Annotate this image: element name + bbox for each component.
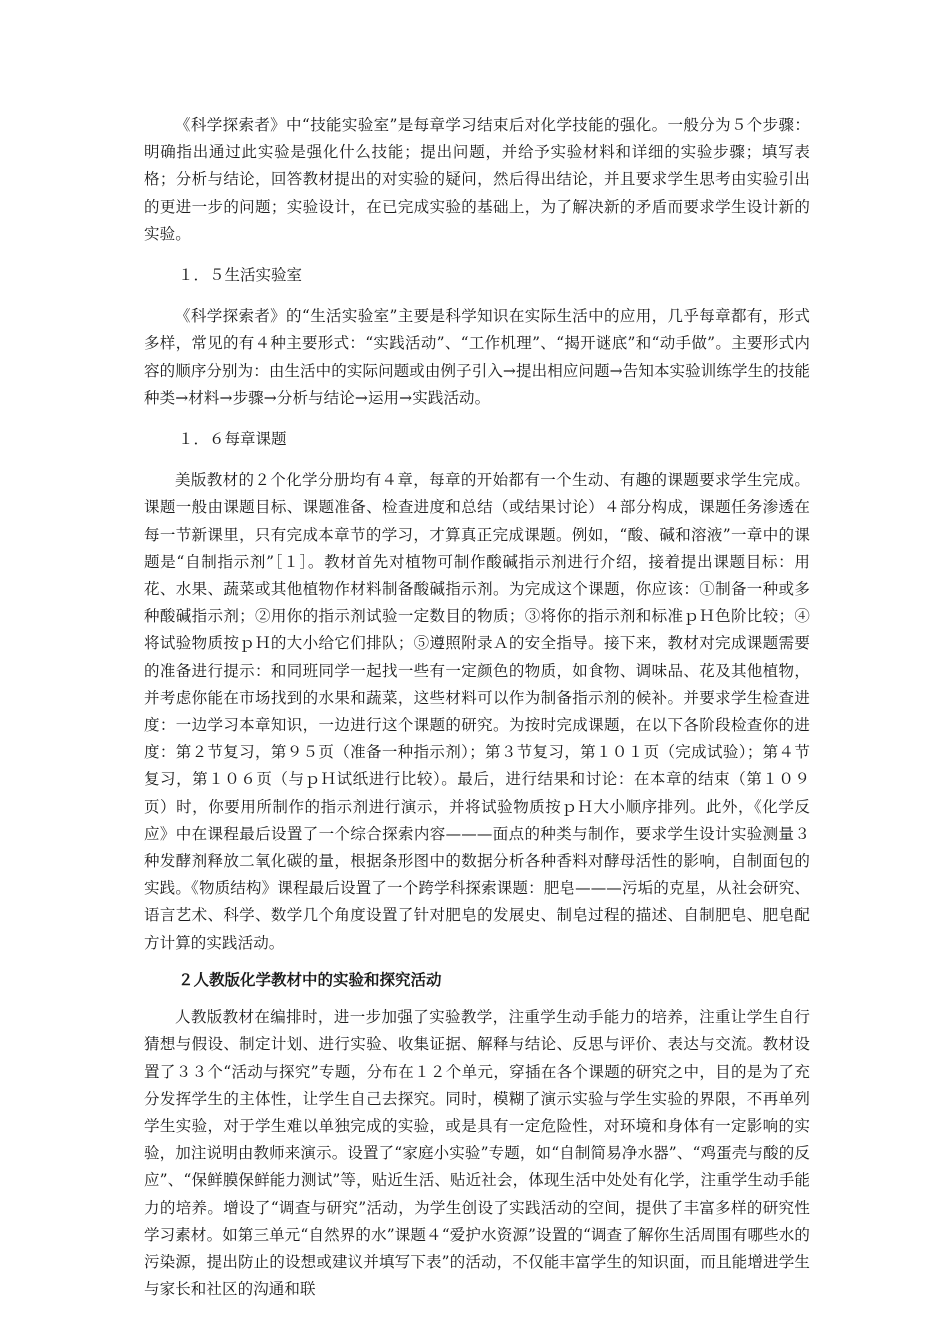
paragraph-pep-textbook: 人教版教材在编排时，进一步加强了实验教学，注重学生动手能力的培养，注重让学生自行猜想与假设、制定计划、进行实验、收集证据、解释与结论、反思与评价、表达与交流。教材设置了３３个“活动与探究”专题，分布在１２个单元，穿插在各个课题的研究之中，目的是为了充分发挥学生的主体性，让学生自己去探究。同时，模糊了演示实验与学生实验的界限，不再单列学生实验，对于学生难以单独完成的实验，或是具有一定危险性，对环境和身体有一定影响的实验，加注说明由教师来演示。设置了“家庭小实验”专题，如“自制简易净水器”、“鸡蛋壳与酸的反应”、“保鲜膜保鲜能力测试”等，贴近生活、贴近社会，体现生活中处处有化学，注重学生动手能力的培养。增设了“调查与研究”活动，为学生创设了实践活动的空间，提供了丰富多样的研究性学习素材。如第三单元“自然界的水”课题４“爱护水资源”设置的“调查了解你生活周围有哪些水的污染源，提出防止的设想或建议并填写下表”的活动，不仅能丰富学生的知识面，而且能增进学生与家长和社区的沟通和联	[144, 1008, 810, 1299]
document-page	[144, 112, 810, 1303]
paragraph-chapter-project: 美版教材的２个化学分册均有４章，每章的开始都有一个生动、有趣的课题要求学生完成。课题一般由课题目标、课题准备、检查进度和总结（或结果讨论）４部分构成，课题任务渗透在每一节新课里，只有完成本章节的学习，才算真正完成课题。例如，“酸、碱和溶液”一章中的课题是“自制指示剂”［１］。教材首先对植物可制作酸碱指示剂进行介绍，接着提出课题目标：用花、水果、蔬菜或其他植物作材料制备酸碱指示剂。为完成这个课题，你应该：①制备一种或多种酸碱指示剂；②用你的指示剂试验一定数目的物质；③将你的指示剂和标准ｐＨ色阶比较；④将试验物质按ｐＨ的大小给它们排队；⑤遵照附录Ａ的安全指导。接下来，教材对完成课题需要的准备进行提示：和同班同学一起找一些有一定颜色的物质，如食物、调味品、花及其他植物，并考虑你能在市场找到的水果和蔬菜，这些材料可以作为制备指示剂的候补。并要求学生检查进度：一边学习本章知识，一边进行这个课题的研究。为按时完成课题，在以下各阶段检查你的进度：第２节复习，第９５页（准备一种指示剂）；第３节复习，第１０１页（完成试验）；第４节复习，第１０６页（与ｐＨ试纸进行比较）。最后，进行结果和讨论：在本章的结束（第１０９页）时，你要用所制作的指示剂进行演示，并将试验物质按ｐＨ大小顺序排列。此外，《化学反应》中在课程最后设置了一个综合探索内容———面点的种类与制作，要求学生设计实验测量３种发酵剂释放二氧化碳的量，根据条形图中的数据分析各种香料对酵母活性的影响，自制面包的实践。《物质结构》课程最后设置了一个跨学科探索课题：肥皂———污垢的克星，从社会研究、语言艺术、科学、数学几个角度设置了针对肥皂的发展史、制皂过程的描述、自制肥皂、肥皂配方计算的实践活动。	[144, 471, 810, 952]
heading-1-5-life-lab: １．５生活实验室	[178, 266, 303, 285]
paragraph-life-lab: 《科学探索者》的“生活实验室”主要是科学知识在实际生活中的应用，几乎每章都有，形式多样，常见的有４种主要形式：“实践活动”、“工作机理”、“揭开谜底”和“动手做”。主要形式内容的顺序分别为：由生活中的实际问题或由例子引入→提出相应问题→告知本实验训练学生的技能种类→材料→步骤→分析与结论→运用→实践活动。	[144, 307, 810, 407]
heading-2-pep-textbook: ２人教版化学教材中的实验和探究活动	[178, 970, 442, 989]
heading-1-6-chapter-project: １．６每章课题	[178, 430, 287, 449]
paragraph-skills-lab: 《科学探索者》中“技能实验室”是每章学习结束后对化学技能的强化。一般分为５个步骤：明确指出通过此实验是强化什么技能；提出问题，并给予实验材料和详细的实验步骤；填写表格；分析与结论，回答教材提出的对实验的疑问，然后得出结论，并且要求学生思考由实验引出的更进一步的问题；实验设计，在已完成实验的基础上，为了解决新的矛盾而要求学生设计新的实验。	[144, 116, 810, 243]
